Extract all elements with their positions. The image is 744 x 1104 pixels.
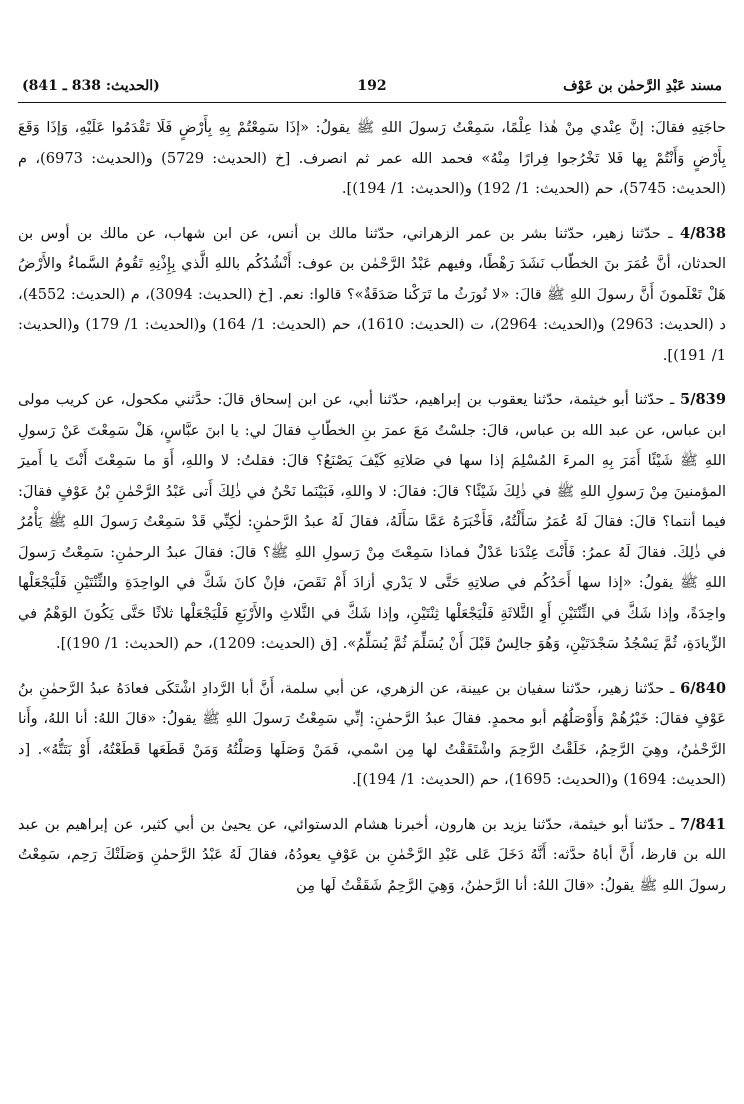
hadith-number: 4/838 [680,224,726,242]
hadith-range: (الحديث: 838 ـ 841) [22,78,160,94]
hadith-entry-841 [18,810,726,902]
page-content [18,113,726,901]
book-page [18,72,726,1096]
book-title: مسند عَبْدِ الرَّحمٰن بن عَوْف [563,78,722,94]
running-header [18,72,726,103]
hadith-text: ـ حدّثنا زهير، حدّثنا بشر بن عمر الزهراني، حدّثنا مالك بن أنس، عن ابن شهاب، عن مالك بن أوس بن الحدثان، أنَّ عُمَرَ بنَ الخطّاب نَشَدَ رَهْطًا، وفيهم عَبْدُ الرَّحْمٰن بن عوف: أَنْشُدُكُم باللهِ الَّذي بِإِذْنِهِ تَقُومُ السَّماءُ والأَرْضُ هَلْ تَعْلَمونَ أَنَّ رسولَ اللهِ ﷺ قالَ: «لا نُورَثُ ما تَرَكْنا صَدَقَةٌ»؟ قالوا: نعم. [خ (الحديث: 3094)، م (الحديث: 4552)، د (الحديث: 2963) و(الحديث: 2964)، ت (الحديث: 1610)، حم (الحديث: 1/ 164) و(الحديث: 1/ 179) و(الحديث: 1/ 191)]. [18,224,727,364]
hadith-text: ـ حدّثنا أبو خيثمة، حدّثنا يزيد بن هارون، أخبرنا هشام الدستوائي، عن يحيىٰ بن أبي كثير، عن إبراهيم بن عبد الله بن قارظ، أَنَّ أباهُ حدَّثه: أَنَّهُ دَخَلَ عَلى عَبْدِ الرَّحْمٰنِ بن عَوْفٍ يعودُهُ، فقالَ لَهُ عَبْدُ الرَّحمٰنِ وَصَلَتْكَ رَحِم، سَمِعْتُ رسولَ اللهِ ﷺ يقولُ: «قالَ اللهُ: أنا الرَّحمٰنُ، وَهِيَ الرَّحِمُ شَقَقْتُ لَها مِن [18,815,726,894]
hadith-continuation [18,113,726,205]
page-number: 192 [357,78,387,94]
hadith-number: 7/841 [680,815,727,833]
hadith-number: 6/840 [680,679,727,697]
hadith-text: ـ حدّثنا زهير، حدّثنا سفيان بن عيينة، عن الزهري، عن أبي سلمة، أَنَّ أبا الرَّدادِ اشْتَكَى فعادَهُ عبدُ الرَّحمٰنِ بنُ عَوْفٍ فقالَ: خَيْرُهُمْ وَأَوْصَلُهُم أبو محمدٍ. فقالَ عبدُ الرَّحمٰنِ: إنِّي سَمِعْتُ رَسولَ اللهِ ﷺ يقولُ: «قالَ اللهُ: أنا اللهُ، وأَنا الرَّحْمٰنُ، وهِيَ الرَّحِمُ، خَلَقْتُ الرَّحِمَ واشْتَقَقْتُ لها مِن اسْمي، فَمَنْ وَصَلَها وَصَلْتُهُ وَمَنْ قَطَعَها قَطَعْتُهُ، أَوْ بَتَتُّهُ». [د (الحديث: 1694) و(الحديث: 1695)، حم (الحديث: 1/ 194)]. [18,679,726,788]
hadith-entry-840 [18,674,726,796]
hadith-entry-839 [18,385,726,660]
hadith-number: 5/839 [680,391,726,408]
hadith-entry-838 [18,219,726,372]
hadith-text: ـ حدّثنا أبو خيثمة، حدّثنا يعقوب بن إبراهيم، حدّثنا أبي، عن ابن إسحاق قالَ: حدَّثني مكحول، عن كريب مولى ابن عباس، عن عبد الله بن عباس، قالَ: جلسْتُ مَعَ عمرَ بنِ الخطّابِ فقالَ لي: يا ابنَ عبَّاسٍ، هَلْ سَمِعْتَ عَنْ رَسولِ اللهِ ﷺ شَيْئًا أَمَرَ بِهِ المرءَ المُسْلِمَ إذا سها في صَلاتِهِ كَيْفَ يَصْنَعُ؟ قالَ: فقلتُ: لا واللهِ، أَوَ ما سَمِعْتَ أَنْتَ يا أَميرَ المؤمنينَ مِنْ رَسولِ اللهِ ﷺ في ذٰلِكَ شَيْئًا؟ قالَ: فقالَ: لا واللهِ، فَبَيْنَما نَحْنُ في ذٰلِكَ أَتى عَبْدُ الرَّحْمٰنِ بْنُ عَوْفٍ فقالَ: فيما أنتما؟ قالَ: فقالَ لَهُ عُمَرُ سَأَلْتُهُ، فَأَخْبَرَهُ عَمَّا سَأَلَهُ، فقالَ لَهُ عبدُ الرَّحمٰنِ: لٰكِنِّي قَدْ سَمِعْتُ رَسولَ اللهِ ﷺ يَأْمُرُ في ذٰلِكَ. فقالَ لَهُ عمرُ: فَأَنْتَ عِنْدَنا عَدْلٌ فماذا سَمِعْتَ مِنْ رَسولِ اللهِ ﷺ؟ قالَ: فقالَ عبدُ الرحمٰنِ: سَمِعْتُ رَسولَ اللهِ ﷺ يقولُ: «إذا سها أَحَدُكُم في صلاتِهِ حَتَّى لا يَدْري أزادَ أَمْ نَقَصَ، فإنْ كانَ شَكَّ في الواحِدَةِ والثِّنْتَيْنِ فَلْيَجْعَلْها واحِدَةً، وإذا شَكَّ في الثِّنْتَيْنِ أَوِ الثَّلاثَةِ فَلْيَجْعَلْها ثِنْتَيْنِ، وإذا شَكَّ في الثَّلاثِ والأَرْبَعِ فَلْيَجْعَلْها ثلاثًا حَتَّى يَكُونَ الوَهْمُ في الزِّيادَةِ، ثُمَّ يَسْجُدُ سَجْدَتَيْنِ، وَهُوَ جالِسٌ قَبْلَ أَنْ يُسَلِّمَ ثُمَّ يُسَلِّمُ». [ق (الحديث: 1209)، حم (الحديث: 1/ 190)]. [18,391,726,652]
hadith-text: حاجَتِهِ فقالَ: إنَّ عِنْدي مِنْ هٰذا عِلْمًا، سَمِعْتُ رَسولَ اللهِ ﷺ يقولُ: «إذَا سَمِعْتُمْ بِهِ بِأَرْضٍ فَلَا تَقْدَمُوا عَلَيْهِ، وَإذَا وَقَعَ بِأَرْضٍ وَأَنْتُمْ بِها فَلا تَخْرُجوا فِرارًا مِنْهُ» فحمد الله عمر ثم انصرف. [خ (الحديث: 5729) و(الحديث: 6973)، م (الحديث: 5745)، حم (الحديث: 1/ 192) و(الحديث: 1/ 194)]. [18,119,726,197]
